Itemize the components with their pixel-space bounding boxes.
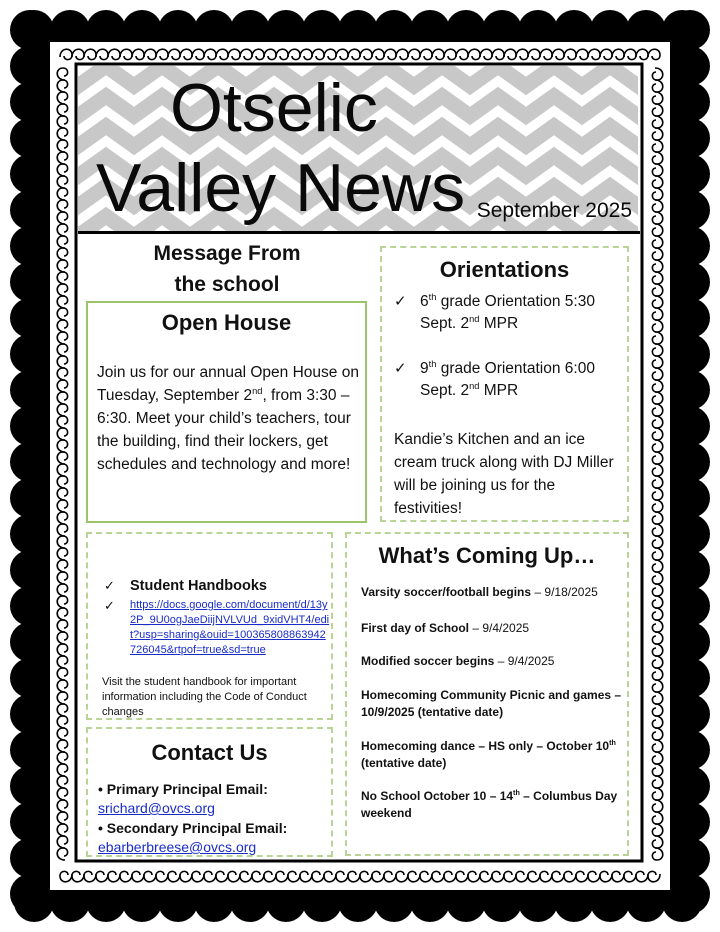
newsletter-title-line-1: Otselic [170, 70, 378, 146]
masthead [78, 66, 638, 232]
secondary-principal-label: • Secondary Principal Email: [98, 820, 288, 836]
handbooks-heading: Student Handbooks [130, 578, 267, 594]
event-item [361, 687, 623, 721]
open-house-text [97, 361, 363, 476]
event-name-a: Homecoming dance – HS only – October 10 [361, 739, 610, 753]
primary-principal-label: • Primary Principal Email: [98, 781, 268, 797]
orientations-note: Kandie’s Kitchen and an ice cream truck along with DJ Miller will be joining us for the festivities! [394, 431, 614, 517]
message-heading-line-1: Message From [153, 242, 301, 265]
orientation-item-text [420, 358, 630, 402]
orientation-date-sup: nd [469, 313, 480, 324]
orientation-date-sup: nd [469, 380, 480, 391]
newsletter-title-line-2: Valley News [96, 150, 466, 226]
handbooks-note: Visit the student handbook for important information including the Code of Conduct changes [102, 676, 307, 718]
orientation-grade-sup: th [428, 358, 437, 369]
event-sup: th [609, 738, 616, 747]
event-name [361, 789, 617, 820]
open-house-text-sup: nd [252, 385, 263, 396]
masthead-divider [78, 231, 640, 234]
message-heading [100, 238, 354, 300]
orientation-grade: 9 [420, 360, 429, 377]
orientation-text-b: MPR [479, 382, 519, 399]
open-house-title: Open House [161, 310, 292, 335]
contact-box [86, 727, 333, 857]
coming-up-title: What’s Coming Up… [378, 543, 596, 568]
handbook-link[interactable]: https://docs.google.com/document/d/13y2P_9U0ogJaeDiijNVLVUd_9xidVHT4/edit?usp=sharing&ouid=100365808863942726045&rtpof=true&sd=true [130, 599, 330, 656]
primary-principal-email-link[interactable]: srichard@ovcs.org [98, 800, 215, 816]
event-name: Modified soccer begins [361, 654, 495, 668]
orientation-grade-sup: th [428, 291, 437, 302]
event-item [361, 584, 623, 601]
event-date: – 9/18/2025 [531, 585, 598, 599]
open-house-box [86, 301, 367, 523]
orientations-title: Orientations [439, 257, 570, 282]
event-date: – 9/4/2025 [494, 654, 555, 668]
event-date: – 9/4/2025 [469, 621, 530, 635]
event-item [361, 788, 623, 822]
event-item [361, 653, 623, 670]
issue-date: September 2025 [476, 199, 632, 222]
secondary-principal-email-link[interactable]: ebarberbreese@ovcs.org [98, 839, 257, 855]
checkmark-icon: ✓ [394, 360, 407, 377]
orientation-text-b: MPR [479, 315, 519, 332]
orientation-grade: 6 [420, 293, 429, 310]
event-item [361, 620, 623, 637]
event-name: First day of School [361, 621, 470, 635]
student-handbooks-box [86, 532, 333, 720]
contact-title: Contact Us [151, 740, 268, 765]
event-item [361, 738, 623, 772]
orientation-text-a: grade Orientation 6:00 Sept. 2 [420, 360, 595, 399]
event-name [361, 739, 616, 770]
orientations-box [380, 246, 629, 522]
orientation-text-a: grade Orientation 5:30 Sept. 2 [420, 293, 595, 332]
event-name: Homecoming Community Picnic and games – 10/9/2025 (tentative date) [361, 688, 622, 719]
checkmark-icon: ✓ [104, 598, 115, 613]
event-name-a: No School October 10 – 14 [361, 789, 514, 803]
event-sup: th [513, 788, 520, 797]
open-house-text-a: Join us for our annual Open House on Tuesday, September 2 [97, 364, 359, 404]
coming-up-box [345, 532, 629, 856]
orientation-item-text [420, 291, 630, 335]
checkmark-icon: ✓ [104, 578, 115, 593]
message-heading-line-2: the school [174, 273, 280, 296]
open-house-text-b: , from 3:30 – 6:30. Meet your child’s teachers, tour the building, find their lockers, get schedules and technology and more! [97, 387, 351, 473]
event-name-b: (tentative date) [361, 756, 447, 770]
event-name: Varsity soccer/football begins [361, 585, 532, 599]
checkmark-icon: ✓ [394, 293, 407, 310]
event-name-b: – Columbus Day weekend [361, 789, 618, 820]
